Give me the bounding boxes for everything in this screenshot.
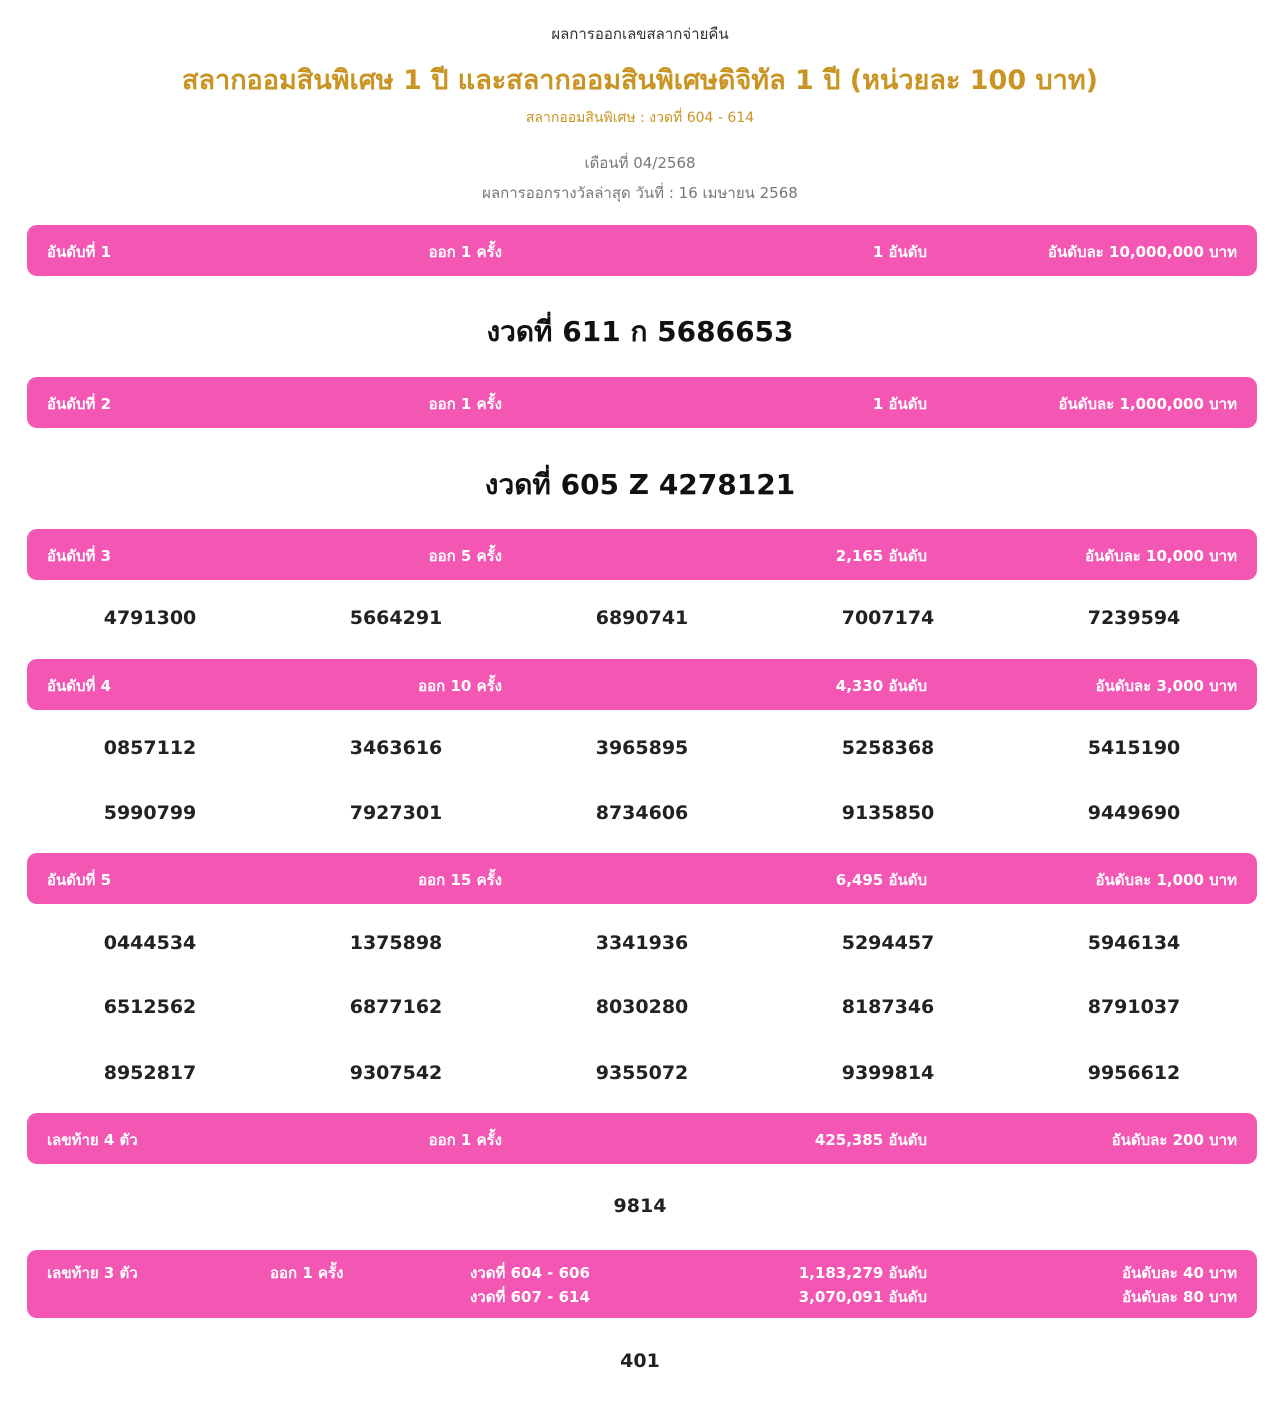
last4-winner: 9814 [613, 1195, 667, 1217]
prize-amount: อันดับละ 1,000 บาท [1095, 871, 1237, 889]
prize-draws: ออก 1 ครั้ง [428, 243, 502, 261]
prize-rank: เลขท้าย 4 ตัว [47, 1131, 138, 1149]
prize-5-row-1 [27, 932, 1257, 962]
prize-count: 1 อันดับ [872, 243, 927, 261]
header-top-label: ผลการออกเลขสลากจ่ายคืน [551, 25, 729, 43]
winning-number: 6890741 [595, 607, 689, 629]
winning-number: 8952817 [103, 1062, 197, 1084]
prize-periods [470, 1261, 590, 1309]
prize-rank: อันดับที่ 2 [47, 395, 112, 413]
winning-number: 3463616 [349, 737, 443, 759]
amount-line: อันดับละ 40 บาท [1122, 1264, 1237, 1282]
winning-number: 0444534 [103, 932, 197, 954]
prize-bar-3 [27, 529, 1257, 580]
winning-number: 5415190 [1087, 737, 1181, 759]
count-line: 3,070,091 อันดับ [798, 1288, 927, 1306]
prize-count: 1 อันดับ [872, 395, 927, 413]
winning-number: 9135850 [841, 802, 935, 824]
prize-rank: อันดับที่ 4 [47, 677, 112, 695]
winning-number: 7239594 [1087, 607, 1181, 629]
prize-amount: อันดับละ 1,000,000 บาท [1058, 395, 1237, 413]
prize-amount: อันดับละ 200 บาท [1111, 1131, 1237, 1149]
prize-draws: ออก 10 ครั้ง [418, 677, 502, 695]
prize-amount: อันดับละ 10,000,000 บาท [1048, 243, 1237, 261]
prize-count: 425,385 อันดับ [814, 1131, 927, 1149]
winning-number: 8030280 [595, 996, 689, 1018]
winning-number: 5946134 [1087, 932, 1181, 954]
winning-number: 1375898 [349, 932, 443, 954]
prize-counts [799, 1261, 927, 1309]
prize-rank: อันดับที่ 1 [47, 243, 112, 261]
prize-draws: ออก 1 ครั้ง [270, 1264, 344, 1282]
prize-draws: ออก 15 ครั้ง [418, 871, 502, 889]
winning-number: 5664291 [349, 607, 443, 629]
prize-rank: อันดับที่ 3 [47, 547, 112, 565]
prize-3-row-1 [27, 607, 1257, 637]
prize-bar-4 [27, 659, 1257, 710]
period-line: งวดที่ 607 - 614 [470, 1288, 590, 1306]
winning-number: 9956612 [1087, 1062, 1181, 1084]
winning-number: 5258368 [841, 737, 935, 759]
prize-5-row-3 [27, 1062, 1257, 1092]
page-title: สลากออมสินพิเศษ 1 ปี และสลากออมสินพิเศษดิจิทัล 1 ปี (หน่วยละ 100 บาท) [182, 65, 1098, 96]
winning-number: 8791037 [1087, 996, 1181, 1018]
winning-number: 8734606 [595, 802, 689, 824]
winning-number: 5294457 [841, 932, 935, 954]
winning-number: 9355072 [595, 1062, 689, 1084]
winning-number: 9307542 [349, 1062, 443, 1084]
winning-number: 5990799 [103, 802, 197, 824]
winning-number: 6877162 [349, 996, 443, 1018]
prize-bar-5 [27, 853, 1257, 904]
amount-line: อันดับละ 80 บาท [1122, 1288, 1237, 1306]
prize-count: 6,495 อันดับ [835, 871, 927, 889]
prize-4-row-2 [27, 802, 1257, 832]
prize-draws: ออก 5 ครั้ง [428, 547, 502, 565]
prize-bar-1 [27, 225, 1257, 276]
winning-number: 9399814 [841, 1062, 935, 1084]
winning-number: 9449690 [1087, 802, 1181, 824]
prize-4-row-1 [27, 737, 1257, 767]
prize-rank: เลขท้าย 3 ตัว [47, 1264, 138, 1282]
winning-number: 0857112 [103, 737, 197, 759]
prize-bar-last3 [27, 1250, 1257, 1318]
prize-5-row-2 [27, 996, 1257, 1026]
count-line: 1,183,279 อันดับ [798, 1264, 927, 1282]
winning-number: 8187346 [841, 996, 935, 1018]
winning-number: 3341936 [595, 932, 689, 954]
winning-number: 4791300 [103, 607, 197, 629]
header-subtitle: สลากออมสินพิเศษ : งวดที่ 604 - 614 [525, 110, 755, 126]
prize-draws: ออก 1 ครั้ง [428, 395, 502, 413]
prize-bar-2 [27, 377, 1257, 428]
prize-1-winner: งวดที่ 611 ก 5686653 [486, 315, 794, 348]
last3-winner: 401 [620, 1350, 660, 1372]
period-line: งวดที่ 604 - 606 [470, 1264, 590, 1282]
winning-number: 7927301 [349, 802, 443, 824]
winning-number: 3965895 [595, 737, 689, 759]
prize-amount: อันดับละ 10,000 บาท [1085, 547, 1237, 565]
prize-2-winner: งวดที่ 605 Z 4278121 [484, 468, 796, 501]
prize-amount: อันดับละ 3,000 บาท [1095, 677, 1237, 695]
prize-count: 2,165 อันดับ [835, 547, 927, 565]
prize-rank: อันดับที่ 5 [47, 871, 112, 889]
prize-count: 4,330 อันดับ [835, 677, 927, 695]
winning-number: 7007174 [841, 607, 935, 629]
header-date: ผลการออกรางวัลล่าสุด วันที่ : 16 เมษายน 2568 [482, 184, 798, 202]
prize-bar-last4 [27, 1113, 1257, 1164]
header-month: เดือนที่ 04/2568 [584, 154, 696, 172]
winning-number: 6512562 [103, 996, 197, 1018]
prize-draws: ออก 1 ครั้ง [428, 1131, 502, 1149]
prize-amounts [1122, 1261, 1237, 1309]
